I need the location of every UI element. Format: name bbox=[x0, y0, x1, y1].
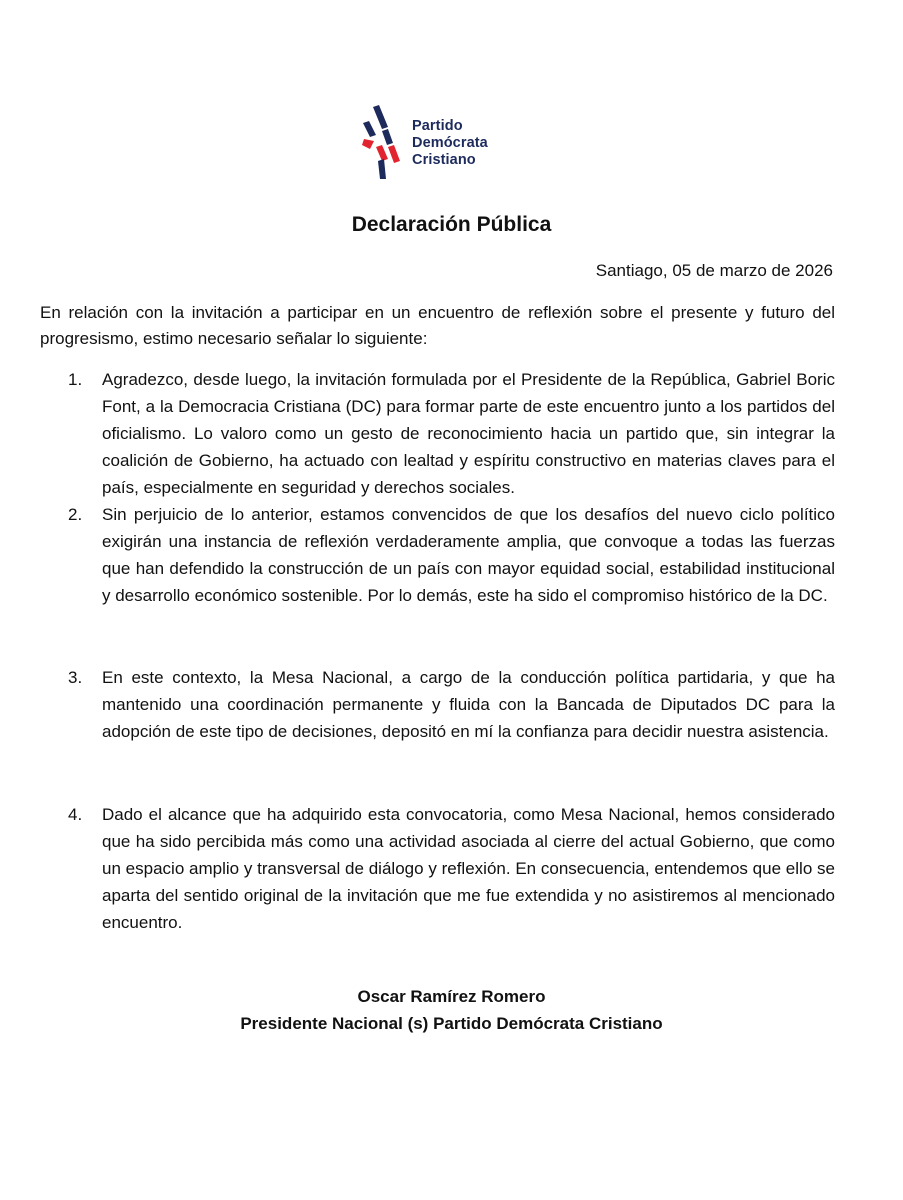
list-item-text: Dado el alcance que ha adquirido esta convocatoria, como Mesa Nacional, hemos considerado que ha sido percibida más como una actividad asociada al cierre del actual Gobierno, que como un espacio amplio y transversal de diálogo y reflexión. En consecuencia, entendemos que ello se aparta del sentido original de la invitación que me fue extendida y no asistiremos al mencionado encuentro. bbox=[102, 805, 835, 932]
list-item bbox=[40, 801, 835, 936]
intro-paragraph: En relación con la invitación a participar en un encuentro de reflexión sobre el presente y futuro del progresismo, estimo necesario señalar lo siguiente: bbox=[40, 303, 835, 348]
logo-line-democrata: Demócrata bbox=[412, 135, 488, 151]
signature-block bbox=[0, 983, 903, 1037]
declaration-list bbox=[40, 366, 835, 936]
list-item bbox=[40, 366, 835, 501]
party-logo bbox=[360, 103, 520, 183]
signatory-role: Presidente Nacional (s) Partido Demócrata Cristiano bbox=[240, 1014, 663, 1033]
list-item-text: Sin perjuicio de lo anterior, estamos convencidos de que los desafíos del nuevo ciclo político exigirán una instancia de reflexión verdaderamente amplia, que convoque a todas las fuerzas que han defendido la construcción de un país con mayor equidad social, estabilidad institucional y desarrollo económico sostenible. Por lo demás, este ha sido el compromiso histórico de la DC. bbox=[102, 505, 835, 605]
document-title: Declaración Pública bbox=[351, 213, 552, 236]
list-item bbox=[40, 664, 835, 801]
signatory-name: Oscar Ramírez Romero bbox=[357, 987, 546, 1006]
list-item-text: En este contexto, la Mesa Nacional, a cargo de la conducción política partidaria, y que ha mantenido una coordinación permanente y fluida con la Bancada de Diputados DC para la adopción de este tipo de decisiones, depositó en mí la confianza para decidir nuestra asistencia. bbox=[102, 668, 835, 741]
logo-line-cristiano: Cristiano bbox=[412, 152, 476, 168]
party-emblem-icon bbox=[360, 103, 408, 183]
logo-line-partido: Partido bbox=[412, 118, 463, 134]
document-date: Santiago, 05 de marzo de 2026 bbox=[595, 261, 833, 280]
list-item bbox=[40, 501, 835, 664]
list-item-number: 2. bbox=[68, 505, 83, 524]
list-item-number: 1. bbox=[68, 370, 83, 389]
list-item-number: 3. bbox=[68, 668, 83, 687]
list-item-number: 4. bbox=[68, 805, 83, 824]
logo-wordmark bbox=[412, 118, 488, 169]
list-item-text: Agradezco, desde luego, la invitación formulada por el Presidente de la República, Gabriel Boric Font, a la Democracia Cristiana (DC) para formar parte de este encuentro junto a los partidos del oficialismo. Lo valoro como un gesto de reconocimiento hacia un partido que, sin integrar la coalición de Gobierno, ha actuado con lealtad y espíritu constructivo en materias claves para el país, especialmente en seguridad y derechos sociales. bbox=[102, 370, 835, 497]
